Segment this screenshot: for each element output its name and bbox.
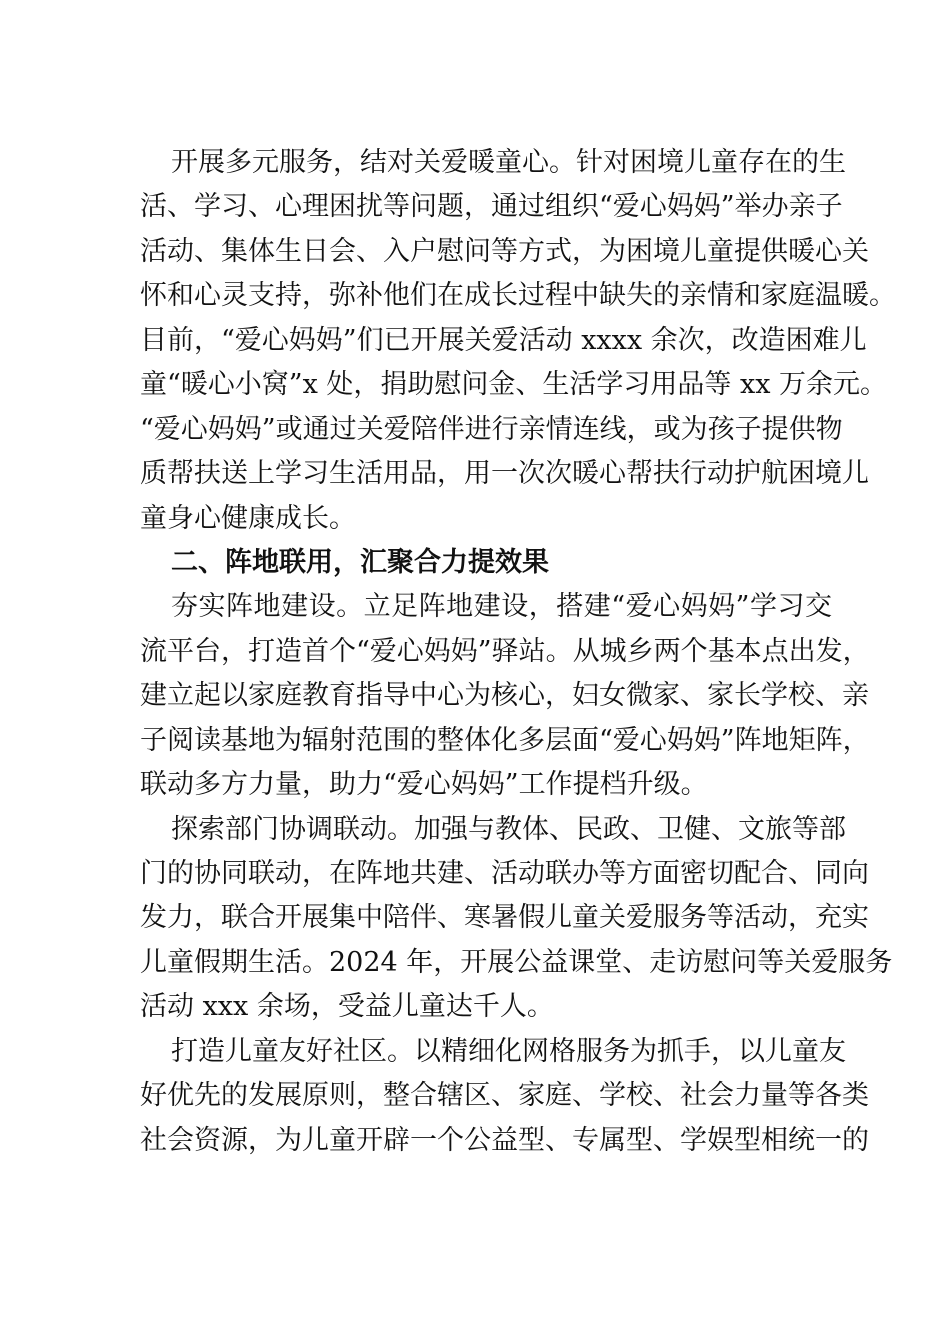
text-line: 联动多方力量，助力“爱心妈妈”工作提档升级。: [140, 769, 708, 801]
paragraph-department-coordination: [140, 808, 893, 1030]
text-line: 探索部门协调联动。加强与教体、民政、卫健、文旅等部: [171, 813, 846, 845]
text-line: 童身心健康成长。: [140, 502, 356, 534]
text-line: 怀和心灵支持，弥补他们在成长过程中缺失的亲情和家庭温暖。: [140, 280, 896, 312]
text-line: 发力，联合开展集中陪伴、寒暑假儿童关爱服务等活动，充实: [140, 902, 869, 934]
text-line: 活动、集体生日会、入户慰问等方式，为困境儿童提供暖心关: [140, 235, 869, 267]
text-line: 质帮扶送上学习生活用品，用一次次暖心帮扶行动护航困境儿: [140, 458, 869, 490]
paragraph-position-building: [140, 585, 870, 807]
text-line: 开展多元服务，结对关爱暖童心。针对困境儿童存在的生: [171, 147, 846, 178]
text-line: 子阅读基地为辐射范围的整体化多层面“爱心妈妈”阵地矩阵，: [140, 724, 870, 756]
paragraph-child-friendly-community: [140, 1030, 869, 1163]
text-line: 好优先的发展原则，整合辖区、家庭、学校、社会力量等各类: [140, 1080, 869, 1112]
text-line: 流平台，打造首个“爱心妈妈”驿站。从城乡两个基本点出发，: [140, 635, 870, 667]
text-line: 活动 xxx 余场，受益儿童达千人。: [140, 991, 554, 1023]
section-heading: 二、阵地联用，汇聚合力提效果: [171, 546, 549, 578]
text-line: 门的协同联动，在阵地共建、活动联办等方面密切配合、同向: [140, 858, 869, 889]
text-line: 夯实阵地建设。立足阵地建设，搭建“爱心妈妈”学习交: [171, 591, 832, 623]
text-line: 活、学习、心理困扰等问题，通过组织“爱心妈妈”举办亲子: [140, 191, 843, 223]
text-line: “爱心妈妈”或通过关爱陪伴进行亲情连线，或为孩子提供物: [140, 413, 843, 445]
text-line: 目前，“爱心妈妈”们已开展关爱活动 xxxx 余次，改造困难儿: [140, 324, 867, 356]
text-line: 打造儿童友好社区。以精细化网格服务为抓手，以儿童友: [171, 1035, 846, 1067]
text-line: 社会资源，为儿童开辟一个公益型、专属型、学娱型相统一的: [140, 1124, 869, 1156]
text-line: 建立起以家庭教育指导中心为核心，妇女微家、家长学校、亲: [140, 680, 869, 712]
paragraph-diverse-services: [140, 141, 896, 541]
text-line: 童“暖心小窝”x 处，捐助慰问金、生活学习用品等 xx 万余元。: [140, 369, 888, 401]
text-line: 儿童假期生活。2024 年，开展公益课堂、走访慰问等关爱服务: [140, 946, 893, 978]
document-page: [140, 141, 896, 1163]
